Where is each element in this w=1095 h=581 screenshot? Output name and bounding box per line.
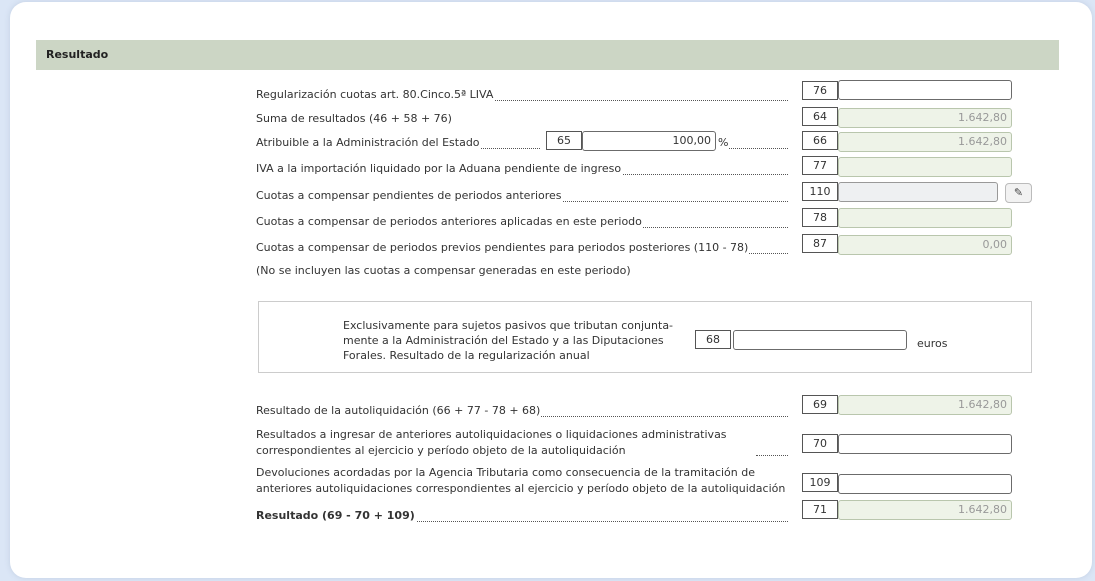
row-66-tail — [718, 134, 790, 152]
row-69 — [256, 402, 798, 420]
field-66: 1.642,80 — [838, 132, 1012, 152]
box-code-109: 109 — [802, 473, 838, 492]
row-76-label: Regularización cuotas art. 80.Cinco.5ª LIVA — [256, 88, 494, 101]
field-69: 1.642,80 — [838, 395, 1012, 415]
pencil-icon: ✎ — [1013, 186, 1024, 199]
field-76[interactable] — [838, 80, 1012, 100]
box-code-87: 87 — [802, 234, 838, 253]
row-109-label-line2: anteriores autoliquidaciones correspondientes al ejercicio y período objeto de la autoliquidación — [256, 482, 786, 495]
row-77 — [256, 160, 798, 178]
box-code-77: 77 — [802, 156, 838, 175]
field-70[interactable] — [838, 434, 1012, 454]
row-70-label-line2: correspondientes al ejercicio y período objeto de la autoliquidación — [256, 444, 626, 457]
row-69-label: Resultado de la autoliquidación (66 + 77 - 78 + 68) — [256, 404, 541, 417]
row-78-label: Cuotas a compensar de periodos anteriores aplicadas en este periodo — [256, 215, 642, 228]
row-70-label-line1: Resultados a ingresar de anteriores autoliquidaciones o liquidaciones administrativas — [256, 428, 727, 441]
field-109[interactable] — [838, 474, 1012, 494]
section-header — [36, 40, 1059, 70]
field-77 — [838, 157, 1012, 177]
row-71-label: Resultado (69 - 70 + 109) — [256, 509, 415, 522]
row-70-dots — [756, 441, 790, 459]
row-66 — [256, 134, 546, 152]
unit-euros: euros — [917, 337, 948, 350]
box-code-64: 64 — [802, 107, 838, 126]
row-110 — [256, 187, 798, 205]
field-78 — [838, 208, 1012, 228]
field-110 — [838, 182, 998, 202]
edit-110-button[interactable] — [1005, 183, 1032, 203]
row-70-label — [256, 427, 798, 459]
row-78 — [256, 213, 798, 231]
row-109-label-line1: Devoluciones acordadas por la Agencia Tributaria como consecuencia de la tramitación de — [256, 466, 756, 479]
row-87 — [256, 239, 798, 257]
box-code-76: 76 — [802, 81, 838, 100]
note-text: (No se incluyen las cuotas a compensar generadas en este periodo) — [256, 264, 631, 277]
box-code-70: 70 — [802, 434, 838, 453]
regularization-panel — [258, 301, 1032, 373]
row-87-label: Cuotas a compensar de periodos previos pendientes para periodos posteriores (110 - 78) — [256, 241, 749, 254]
row-109-label — [256, 465, 798, 497]
section-title: Resultado — [46, 48, 109, 61]
box-code-65: 65 — [546, 131, 582, 150]
row-76 — [256, 86, 798, 104]
row-71 — [256, 507, 798, 525]
row-110-label: Cuotas a compensar pendientes de periodos anteriores — [256, 189, 562, 202]
field-87: 0,00 — [838, 235, 1012, 255]
box-code-71: 71 — [802, 500, 838, 519]
percent-symbol: % — [718, 136, 729, 149]
box-code-68: 68 — [695, 330, 731, 349]
box-code-66: 66 — [802, 131, 838, 150]
field-68[interactable] — [733, 330, 907, 350]
field-71: 1.642,80 — [838, 500, 1012, 520]
row-64-label: Suma de resultados (46 + 58 + 76) — [256, 112, 452, 125]
row-66-label: Atribuible a la Administración del Estado — [256, 136, 480, 149]
box-code-78: 78 — [802, 208, 838, 227]
field-65-percent[interactable]: 100,00 — [582, 131, 716, 151]
field-64: 1.642,80 — [838, 108, 1012, 128]
box-code-69: 69 — [802, 395, 838, 414]
panel-description: Exclusivamente para sujetos pasivos que tributan conjunta-mente a la Administración del Estado y a las Diputaciones Forales. Resultado de la regularización anual — [343, 319, 674, 362]
row-77-label: IVA a la importación liquidado por la Aduana pendiente de ingreso — [256, 162, 622, 175]
row-64 — [256, 110, 798, 128]
box-code-110: 110 — [802, 182, 838, 201]
